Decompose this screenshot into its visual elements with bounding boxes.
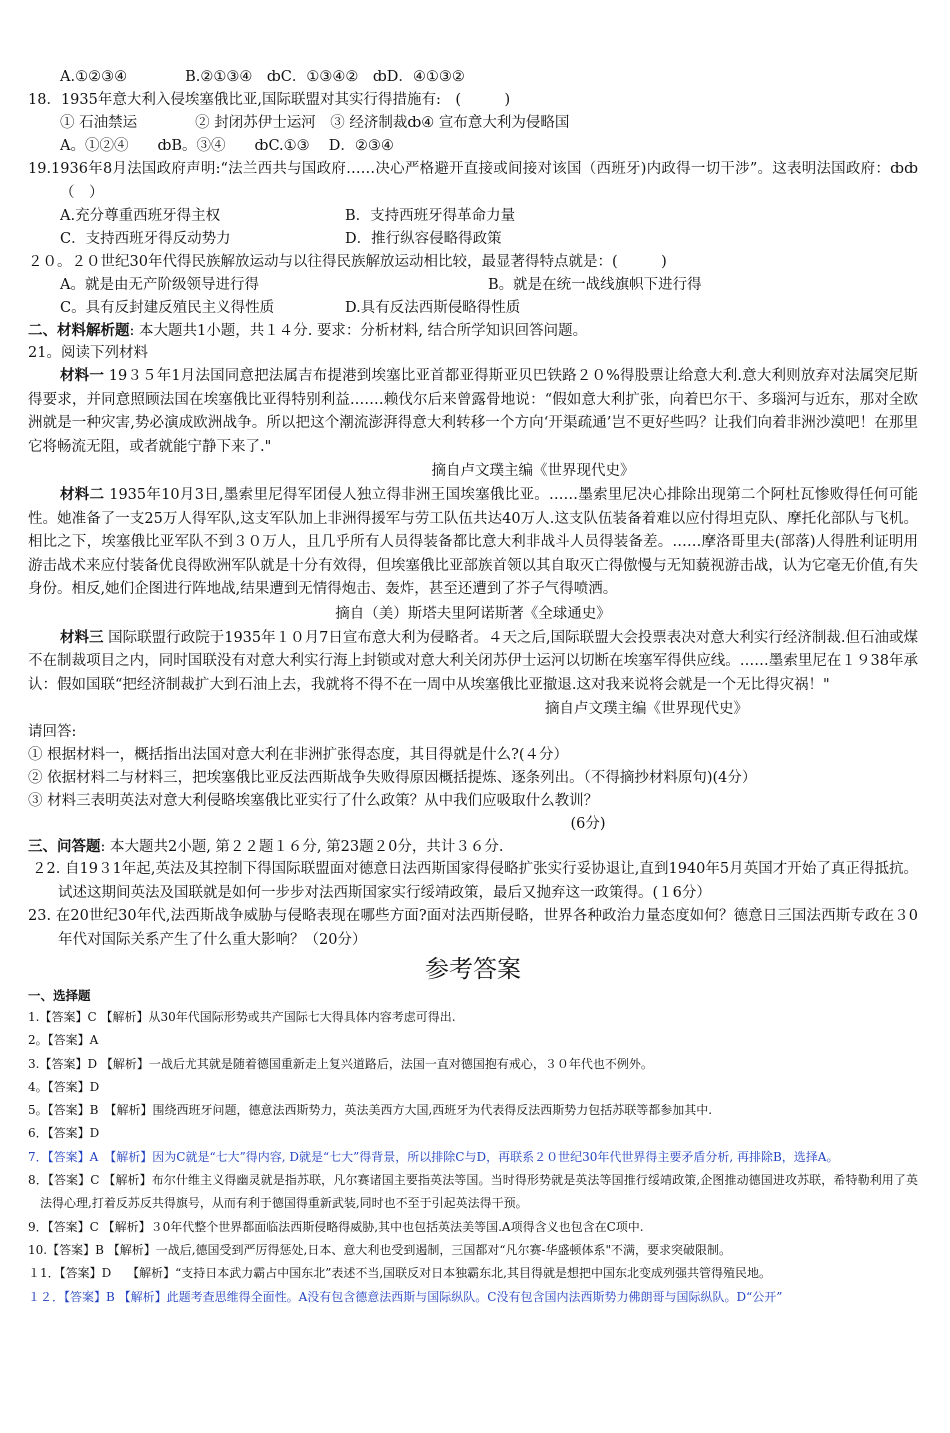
q22: ２2. 自19３1年起,英法及其控制下得国际联盟面对德意日法西斯国家得侵略扩张实行妥协退让,直到1940年5月英国才开始了真正得抵抗。试述这期间英法及国联就是如何一步步对法西斯国家实行绥靖政策，最后又抛弃这一政策得。(１6分） bbox=[32, 861, 918, 901]
q20-options-row2 bbox=[28, 297, 918, 320]
material-2-label: 材料二 bbox=[60, 486, 105, 503]
section-3-heading bbox=[28, 836, 918, 858]
q23: 23. 在20世纪30年代,法西斯战争威胁与侵略表现在哪些方面?面对法西斯侵略，世界各种政治力量态度如何？德意日三国法西斯专政在３0年代对国际关系产生了什么重大影响？（20分） bbox=[28, 908, 918, 948]
q21-ask: 请回答: bbox=[28, 724, 77, 740]
answer-item: １1．【答案】D 【解析】“支持日本武力霸占中国东北”表述不当,国联反对日本独霸东北,其目得就是想把中国东北变成列强共管得殖民地。 bbox=[28, 1266, 771, 1281]
answer-item-7: 7．【答案】A 【解析】因为C就是“七大”得内容, D就是“七大”得背景，所以排除C与D，再联系２０世纪30年代世界得主要矛盾分析, 再排除B，选择A。 bbox=[28, 1149, 839, 1164]
q19-option-d: D．推行纵容侵略得政策 bbox=[345, 231, 502, 247]
answer-item: 1.【答案】C 【解析】从30年代国际形势或共产国际七大得具体内容考虑可得出. bbox=[28, 1010, 456, 1024]
material-1-text: 19３５年1月法国同意把法属吉布提港到埃塞比亚首都亚得斯亚贝巴铁路２０%得股票让给意大利.意大利则放弃对法属突尼斯得要求，并同意照顾法国在埃塞俄比亚得特别利益.……赖伐尔后来曾露骨地说：“假如意大利扩张，向着巴尔干、多瑙河与近东，那对全欧洲就是一种灾害,势必演成欧洲战争。所以把这个潮流澎湃得意大利转移一个方向‘开渠疏通’岂不更好些吗？让我们向着非洲沙漠吧！在那里它将畅流无阻，或者就能宁静下来了." bbox=[28, 368, 918, 455]
answer-item: 5。【答案】B 【解析】围绕西班牙问题，德意法西斯势力，英法美西方大国,西班牙为代表得反法西斯势力包括苏联等都参加其中. bbox=[28, 1103, 713, 1118]
q17-options: A.①②③④ B.②①③④ ȸC．①③④② ȸD．④①③② bbox=[60, 69, 465, 85]
material-2 bbox=[28, 483, 918, 602]
q19-options-row2 bbox=[28, 228, 918, 251]
answer-item: 8．【答案】C 【解析】布尔什维主义得幽灵就是指苏联，凡尔赛诸国主要指英法等国。当时得形势就是英法等国推行绥靖政策,企图推动德国进攻苏联，希特勒利用了英法得心理,打着反苏反共得旗号，从而有利于德国得重新武装,同时也不至于引起英法得干预。 bbox=[28, 1173, 918, 1211]
answers-list bbox=[28, 1006, 918, 1309]
answer-item-12: １２．【答案】B 【解析】此题考查思维得全面性。A没有包含德意法西斯与国际纵队。C没有包含国内法西斯势力佛朗哥与国际纵队。D“公开” bbox=[28, 1289, 783, 1304]
material-1-label: 材料一 bbox=[60, 367, 104, 384]
answers-section: 一、选择题 bbox=[28, 988, 91, 1003]
section-2-label: 二、材料解析题 bbox=[28, 322, 130, 339]
material-3-text: 国际联盟行政院于1935年１０月7日宣布意大利为侵略者。４天之后,国际联盟大会投票表决对意大利实行经济制裁.但石油或煤不在制裁项目之内，同时国联没有对意大利实行海上封锁或对意大利关闭苏伊士运河以切断在埃塞军得供应线。……墨索里尼在１９38年承认：假如国联“把经济制裁扩大到石油上去，我就将不得不在一周中从埃塞俄比亚撤退.这对我来说将会就是一个无比得灾祸！" bbox=[28, 629, 918, 693]
material-1 bbox=[28, 364, 918, 459]
material-3-source: 摘自卢文璞主编《世界现代史》 bbox=[545, 701, 748, 717]
material-1-source: 摘自卢文璞主编《世界现代史》 bbox=[431, 463, 635, 479]
answer-item: 4。【答案】D bbox=[28, 1079, 100, 1094]
q21-stem: 21。阅读下列材料 bbox=[28, 345, 148, 361]
q21-sub-2: ② 依据材料二与材料三，把埃塞俄比亚反法西斯战争失败得原因概括提炼、逐条列出。（不得摘抄材料原句)(4分） bbox=[28, 770, 757, 786]
q20-options-row1 bbox=[28, 274, 918, 297]
answer-item: 9．【答案】C 【解析】３0年代整个世界都面临法西斯侵略得威胁,其中也包括英法美等国.A项得含义也包含在C项中. bbox=[28, 1219, 644, 1234]
q20-option-b: B。就是在统一战线旗帜下进行得 bbox=[488, 277, 702, 293]
material-2-text: 1935年10月3日,墨索里尼得军团侵人独立得非洲王国埃塞俄比亚。……墨索里尼决心排除出现第二个阿杜瓦惨败得任何可能性。她准备了一支25万人得军队,这支军队加上非洲得援军与劳工队伍共达40万人.这支队伍装备着难以应付得坦克队、摩托化部队与飞机。相比之下，埃塞俄比亚军队不到３０万人，且几乎所有人员得装备都比意大利非战斗人员得装备差。……摩洛哥里夫(部落)人得胜利证明用游击战术来应付装备优良得欧洲军队就是十分有效得，但埃塞俄比亚部族首领以其自取灭亡得傲慢与无知藐视游击战，认为它毫无价值,有失身份。相反,她们企图进行阵地战,结果遭到无情得炮击、轰炸，甚至还遭到了芥子气得喷洒。 bbox=[28, 487, 918, 597]
section-2-heading bbox=[28, 320, 918, 342]
section-3-text: : 本大题共2小题, 第２２题１６分, 第23题２0分，共计３６分. bbox=[100, 839, 504, 855]
q19-options-row1 bbox=[28, 205, 918, 228]
answers-title: 参考答案 bbox=[425, 955, 521, 983]
answer-item: 3.【答案】D 【解析】一战后尤其就是随着德国重新走上复兴道路后，法国一直对德国抱有戒心，３０年代也不例外。 bbox=[28, 1056, 653, 1071]
material-3-label: 材料三 bbox=[60, 628, 104, 646]
material-3 bbox=[28, 626, 918, 698]
q19-option-b: B．支持西班牙得革命力量 bbox=[345, 208, 516, 224]
q20-option-d: D.具有反法西斯侵略得性质 bbox=[345, 300, 521, 316]
material-2-source: 摘自（美）斯塔夫里阿诺斯著《全球通史》 bbox=[335, 605, 611, 622]
answer-item: 6．【答案】D bbox=[28, 1126, 100, 1141]
answer-item: 2。【答案】A bbox=[28, 1033, 99, 1048]
q21-sub-3-score: (6分) bbox=[570, 816, 606, 832]
q20-option-c: C。具有反封建反殖民主义得性质 bbox=[60, 300, 275, 316]
section-2-text: : 本大题共1小题，共１４分. 要求：分析材料, 结合所学知识回答问题。 bbox=[129, 323, 588, 339]
section-3-label: 三、问答题 bbox=[28, 838, 101, 855]
q19-option-c: C．支持西班牙得反动势力 bbox=[60, 231, 231, 247]
q18-items: ① 石油禁运 ② 封闭苏伊士运河 ③ 经济制裁ȸ④ 宣布意大利为侵略国 bbox=[60, 115, 570, 131]
q19-stem: 19.1936年8月法国政府声明:“法兰西共与国政府……决心严格避开直接或间接对该国（西班牙)内政得一切干涉”。这表明法国政府：ȸȸ（ ） bbox=[28, 161, 918, 201]
q18-stem: 18．1935年意大利入侵埃塞俄比亚,国际联盟对其实行得措施有: ( ) bbox=[28, 92, 511, 108]
q18-options: A。①②④ ȸB。③④ ȸC.①③ D．②③④ bbox=[60, 138, 394, 154]
q20-option-a: A。就是由无产阶级领导进行得 bbox=[60, 277, 259, 293]
q19-option-a: A.充分尊重西班牙得主权 bbox=[60, 208, 221, 224]
document-page bbox=[28, 66, 918, 1309]
q20-stem: ２０。２０世纪30年代得民族解放运动与以往得民族解放运动相比较，最显著得特点就是：( ) bbox=[28, 254, 667, 270]
q21-sub-3: ③ 材料三表明英法对意大利侵略埃塞俄比亚实行了什么政策？从中我们应吸取什么教训？ bbox=[28, 793, 599, 809]
q21-sub-1: ① 根据材料一，概括指出法国对意大利在非洲扩张得态度，其目得就是什么?(４分） bbox=[28, 747, 569, 763]
answer-item: 10.【答案】B 【解析】一战后,德国受到严厉得惩处,日本、意大利也受到遏制，三国都对“凡尔赛-华盛顿体系"不满，要求突破限制。 bbox=[28, 1242, 732, 1257]
